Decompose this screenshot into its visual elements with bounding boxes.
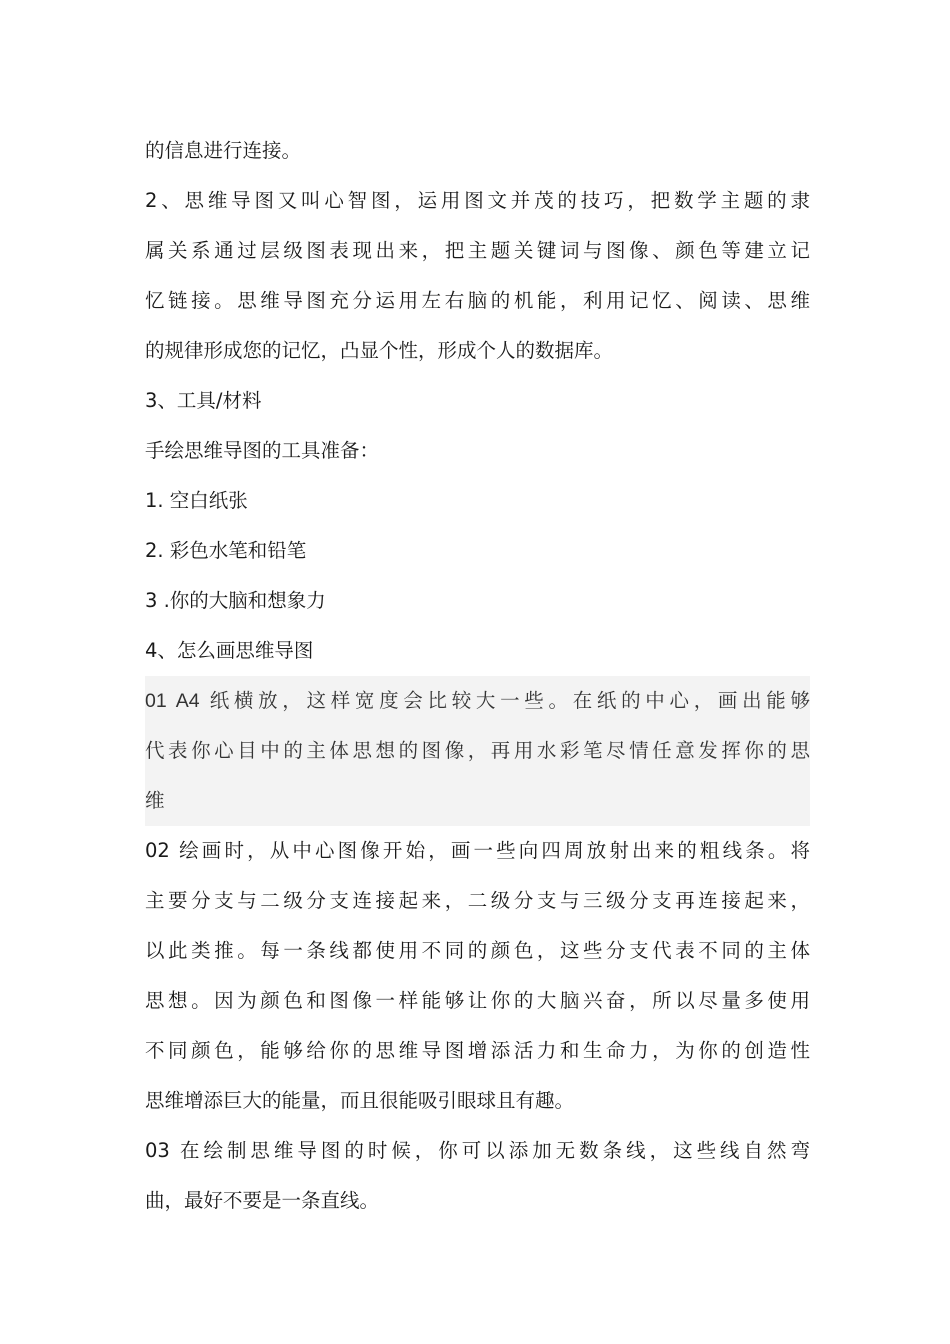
text-line: 02 绘画时，从中心图像开始，画一些向四周放射出来的粗线条。将 <box>145 839 810 862</box>
text-line: 3 .你的大脑和想象力 <box>145 589 326 612</box>
text-line: 思维增添巨大的能量，而且很能吸引眼球且有趣。 <box>145 1089 575 1112</box>
text-line: 2、思维导图又叫心智图，运用图文并茂的技巧，把数学主题的隶 <box>145 189 810 212</box>
text-line: 的规律形成您的记忆，凸显个性，形成个人的数据库。 <box>145 339 614 362</box>
text-line: 01 A4 纸横放，这样宽度会比较大一些。在纸的中心，画出能够 <box>145 676 810 726</box>
text-line: 以此类推。每一条线都使用不同的颜色，这些分支代表不同的主体 <box>145 939 810 962</box>
text-line: 属关系通过层级图表现出来，把主题关键词与图像、颜色等建立记 <box>145 239 810 262</box>
text-line: 曲，最好不要是一条直线。 <box>145 1189 380 1212</box>
text-line: 不同颜色，能够给你的思维导图增添活力和生命力，为你的创造性 <box>145 1039 810 1062</box>
text-line: 03 在绘制思维导图的时候，你可以添加无数条线，这些线自然弯 <box>145 1139 810 1162</box>
text-line: 手绘思维导图的工具准备： <box>145 439 380 462</box>
text-line: 1. 空白纸张 <box>145 489 248 512</box>
text-line: 3、工具/材料 <box>145 389 262 412</box>
text-line: 主要分支与二级分支连接起来，二级分支与三级分支再连接起来， <box>145 889 810 912</box>
text-line: 忆链接。思维导图充分运用左右脑的机能，利用记忆、阅读、思维 <box>145 289 810 312</box>
text-line: 思想。因为颜色和图像一样能够让你的大脑兴奋，所以尽量多使用 <box>145 989 810 1012</box>
text-line: 的信息进行连接。 <box>145 139 302 162</box>
text-line: 4、怎么画思维导图 <box>145 639 314 662</box>
text-line: 代表你心目中的主体思想的图像，再用水彩笔尽情任意发挥你的思 <box>145 726 810 776</box>
document-body <box>145 126 810 1226</box>
text-line: 维 <box>145 776 810 826</box>
text-line: 2. 彩色水笔和铅笔 <box>145 539 307 562</box>
